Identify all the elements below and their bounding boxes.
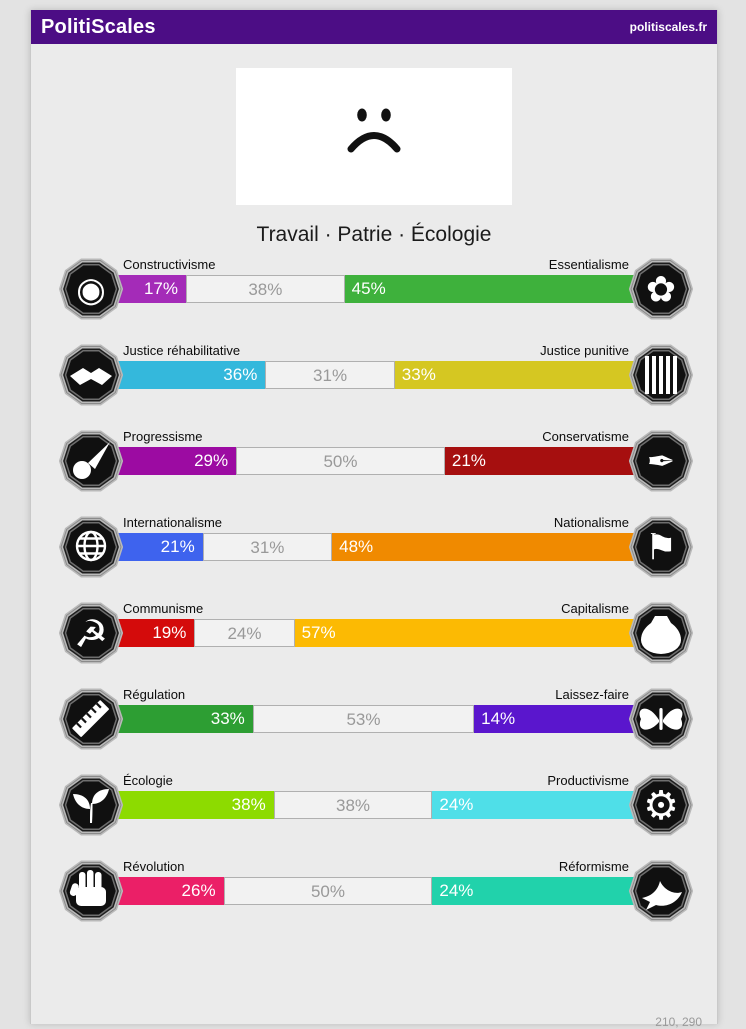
axis-bar-row: [59, 343, 693, 407]
axis-left-segment: 29%: [115, 447, 236, 475]
axis-left-label: Constructivisme: [123, 257, 216, 272]
axis-left-label: Révolution: [123, 859, 185, 874]
axis-left-segment: 38%: [115, 791, 274, 819]
axis-left-label: Internationalisme: [123, 515, 222, 530]
svg-text:⚙: ⚙: [643, 783, 679, 829]
axis-bar: [115, 791, 637, 819]
butterfly-icon: [629, 687, 693, 751]
axis-right-label: Conservatisme: [542, 429, 629, 444]
axis-right-segment: 57%: [295, 619, 637, 647]
svg-text:✿: ✿: [645, 269, 677, 311]
axis-neutral-segment: 31%: [265, 361, 394, 389]
axis-bar: [115, 275, 637, 303]
axis-right-segment: 33%: [395, 361, 637, 389]
axis-bar-row: [59, 429, 693, 493]
svg-text:⚑: ⚑: [644, 527, 678, 569]
axis-row: [31, 256, 717, 342]
axis-bar-row: [59, 859, 693, 923]
svg-text:☭: ☭: [73, 612, 109, 656]
result-image-box: [236, 68, 512, 205]
axis-right-label: Réformisme: [558, 859, 629, 874]
axis-neutral-segment: 50%: [224, 877, 433, 905]
axis-bar: [115, 705, 637, 733]
axis-right-segment: 45%: [345, 275, 637, 303]
svg-text:✒: ✒: [646, 442, 676, 482]
axis-row: [31, 686, 717, 772]
money-bag-icon: [629, 601, 693, 665]
result-motto: Travail · Patrie · Écologie: [256, 223, 492, 246]
prison-bars-icon: [629, 343, 693, 407]
svg-text:◉: ◉: [76, 270, 106, 310]
results-card: [30, 10, 718, 1024]
axis-left-label: Régulation: [123, 687, 186, 702]
comet-icon: [59, 429, 123, 493]
dove-icon: [629, 859, 693, 923]
plant-icon: [59, 773, 123, 837]
axis-row: [31, 772, 717, 858]
axis-bar-row: [59, 257, 693, 321]
flag-icon: [629, 515, 693, 579]
axis-bar: [115, 361, 637, 389]
axis-neutral-segment: 50%: [236, 447, 445, 475]
eye-icon: [59, 257, 123, 321]
axis-right-segment: 14%: [474, 705, 637, 733]
axis-neutral-segment: 53%: [253, 705, 474, 733]
axes-list: [31, 256, 717, 944]
globe-icon: [59, 515, 123, 579]
axis-right-segment: 24%: [432, 877, 637, 905]
axis-row: [31, 514, 717, 600]
app-header: [31, 10, 717, 44]
gear-icon: [629, 773, 693, 837]
axis-row: [31, 342, 717, 428]
axis-bar-row: [59, 773, 693, 837]
app-title: PolitiScales: [41, 15, 156, 38]
axis-left-label: Communisme: [123, 601, 204, 616]
axis-bar: [115, 619, 637, 647]
axis-neutral-segment: 31%: [203, 533, 332, 561]
axis-right-label: Justice punitive: [540, 343, 629, 358]
axis-left-segment: 26%: [115, 877, 224, 905]
axis-row: [31, 600, 717, 686]
axis-neutral-segment: 38%: [274, 791, 433, 819]
axis-row: [31, 858, 717, 944]
axis-right-label: Capitalisme: [561, 601, 629, 616]
axis-left-segment: 17%: [115, 275, 186, 303]
footer-clipped-text: 210, 290: [655, 1015, 702, 1029]
axis-bar-row: [59, 687, 693, 751]
axis-bar-row: [59, 601, 693, 665]
axis-right-segment: 24%: [432, 791, 637, 819]
ruler-icon: [59, 687, 123, 751]
flower-icon: [629, 257, 693, 321]
axis-neutral-segment: 38%: [186, 275, 345, 303]
axis-left-label: Progressisme: [123, 429, 203, 444]
axis-left-segment: 21%: [115, 533, 203, 561]
axis-bar: [115, 533, 637, 561]
axis-left-label: Écologie: [123, 773, 173, 788]
axis-left-segment: 19%: [115, 619, 194, 647]
axis-right-label: Nationalisme: [553, 515, 629, 530]
axis-left-label: Justice réhabilitative: [123, 343, 241, 358]
axis-left-segment: 33%: [115, 705, 253, 733]
axis-left-segment: 36%: [115, 361, 265, 389]
axis-bar: [115, 877, 637, 905]
fist-icon: [59, 859, 123, 923]
axis-neutral-segment: 24%: [194, 619, 294, 647]
axis-right-label: Essentialisme: [548, 257, 629, 272]
axis-bar: [115, 447, 637, 475]
site-link[interactable]: politiscales.fr: [629, 20, 707, 34]
axis-right-label: Laissez-faire: [555, 687, 629, 702]
handshake-icon: [59, 343, 123, 407]
sad-face-icon: [329, 102, 419, 171]
axis-right-label: Productivisme: [547, 773, 629, 788]
axis-row: [31, 428, 717, 514]
axis-bar-row: [59, 515, 693, 579]
hammer-sickle-icon: [59, 601, 123, 665]
axis-right-segment: 48%: [332, 533, 637, 561]
axis-right-segment: 21%: [445, 447, 637, 475]
pen-nib-icon: [629, 429, 693, 493]
